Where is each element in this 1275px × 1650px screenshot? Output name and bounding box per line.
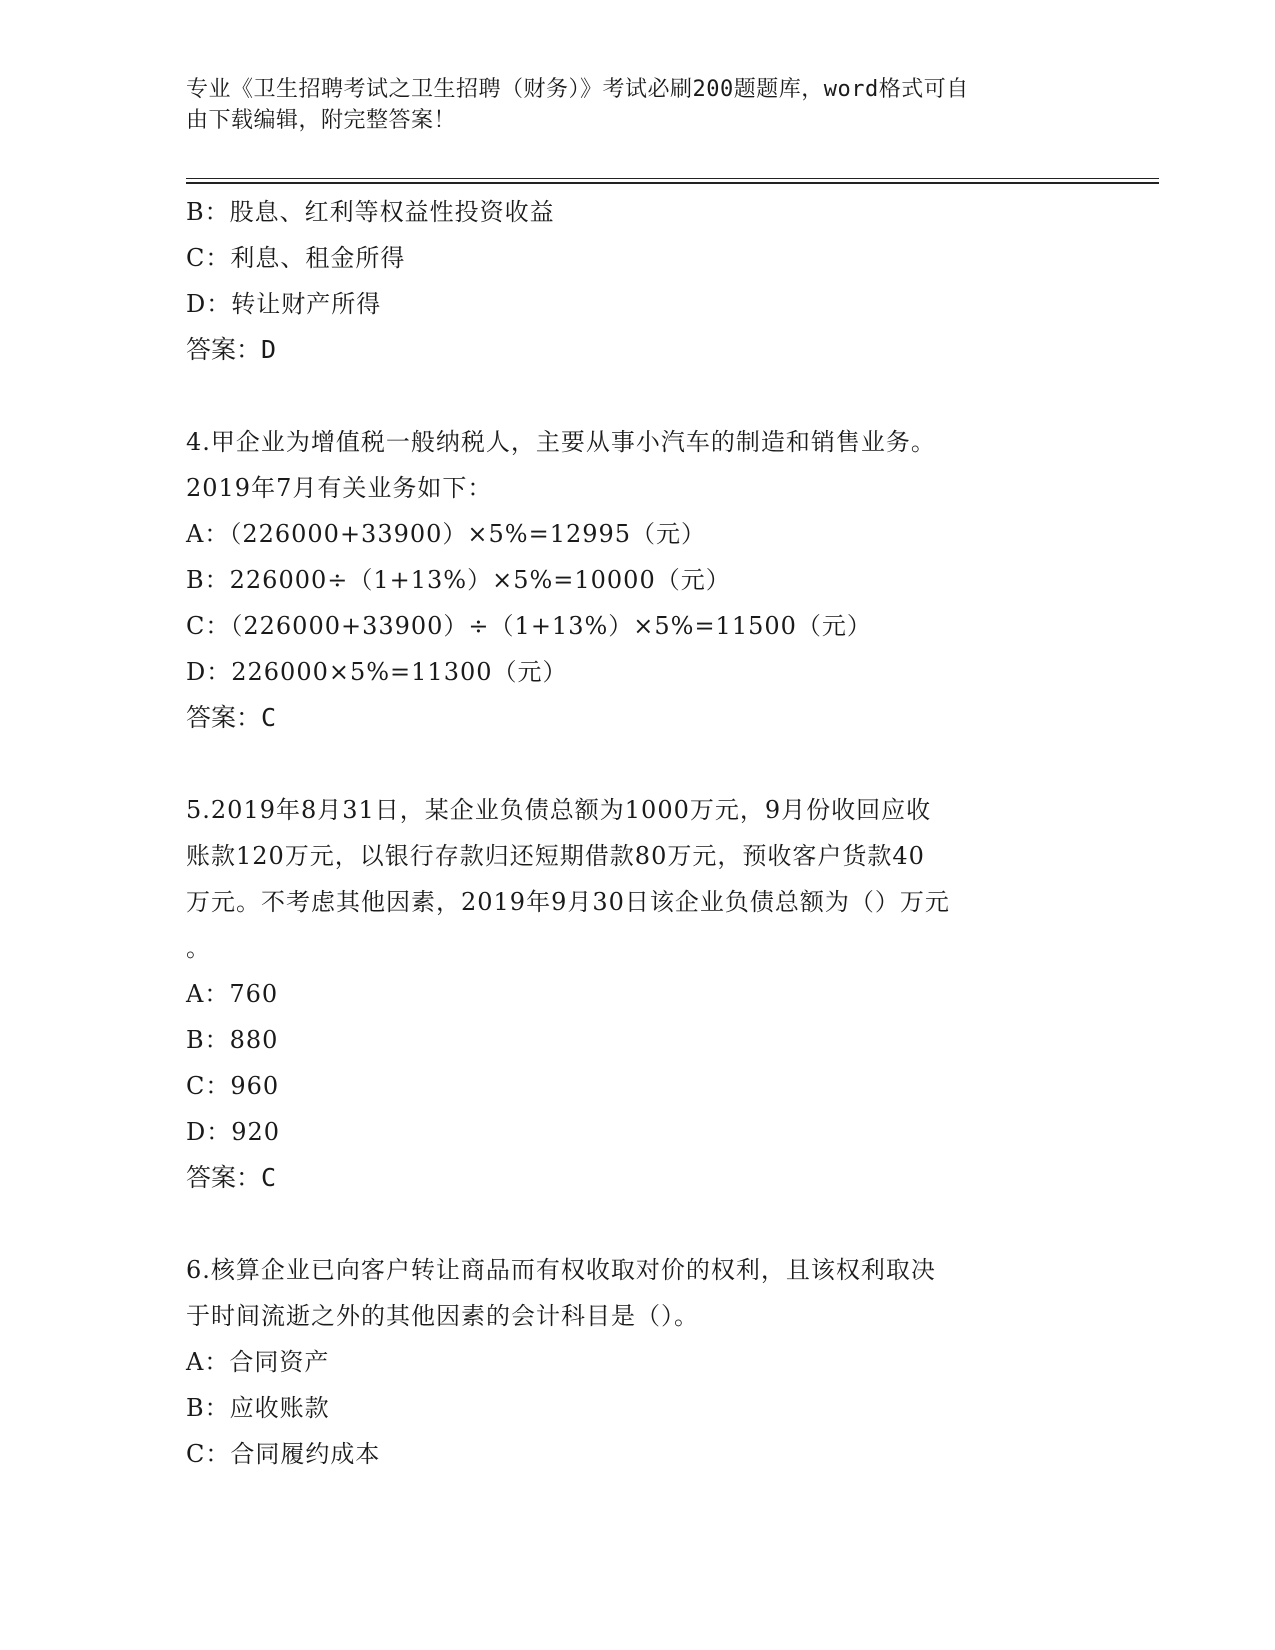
q5-stem-line-3: 万元。不考虑其他因素，2019年9月30日该企业负债总额为（）万元 <box>186 888 950 916</box>
q5-stem-line-1: 5.2019年8月31日，某企业负债总额为1000万元，9月份收回应收 <box>186 796 932 824</box>
q5-option-c: C：960 <box>186 1072 280 1100</box>
header-title-line-2: 由下载编辑，附完整答案！ <box>186 108 457 133</box>
header-divider-thin <box>186 178 1159 179</box>
q5-stem-line-4: 。 <box>186 934 211 962</box>
q3-option-b: B：股息、红利等权益性投资收益 <box>186 198 555 226</box>
q6-option-a: A：合同资产 <box>186 1348 330 1376</box>
q4-stem-line-1: 4.甲企业为增值税一般纳税人，主要从事小汽车的制造和销售业务。 <box>186 428 936 456</box>
document-header <box>186 74 1066 136</box>
q4-option-d: D：226000×5%=11300（元） <box>186 658 568 686</box>
q6-option-c: C：合同履约成本 <box>186 1440 381 1468</box>
q5-answer: 答案：C <box>186 1163 277 1192</box>
q4-option-c: C：（226000+33900）÷（1+13%）×5%=11500（元） <box>186 612 872 640</box>
q4-option-a: A：（226000+33900）×5%=12995（元） <box>186 520 707 548</box>
spacer <box>186 1201 1106 1247</box>
spacer <box>186 741 1106 787</box>
header-title-line-1: 专业《卫生招聘考试之卫生招聘（财务）》考试必刷200题题库，word格式可自 <box>186 77 969 102</box>
q6-option-b: B：应收账款 <box>186 1394 330 1422</box>
q3-option-d: D：转让财产所得 <box>186 290 382 318</box>
q4-answer: 答案：C <box>186 703 277 732</box>
q6-stem-line-2: 于时间流逝之外的其他因素的会计科目是（）。 <box>186 1302 699 1330</box>
q5-option-b: B：880 <box>186 1026 279 1054</box>
spacer <box>186 373 1106 419</box>
q4-stem-line-2: 2019年7月有关业务如下： <box>186 474 493 502</box>
header-divider-thick <box>186 182 1159 184</box>
q4-option-b: B：226000÷（1+13%）×5%=10000（元） <box>186 566 731 594</box>
q3-option-c: C：利息、租金所得 <box>186 244 406 272</box>
q5-option-d: D：920 <box>186 1118 281 1146</box>
q6-stem-line-1: 6.核算企业已向客户转让商品而有权收取对价的权利，且该权利取决 <box>186 1256 936 1284</box>
q5-stem-line-2: 账款120万元，以银行存款归还短期借款80万元，预收客户货款40 <box>186 842 925 870</box>
q5-option-a: A：760 <box>186 980 279 1008</box>
question-list <box>186 189 1106 1477</box>
q3-answer: 答案：D <box>186 335 277 364</box>
